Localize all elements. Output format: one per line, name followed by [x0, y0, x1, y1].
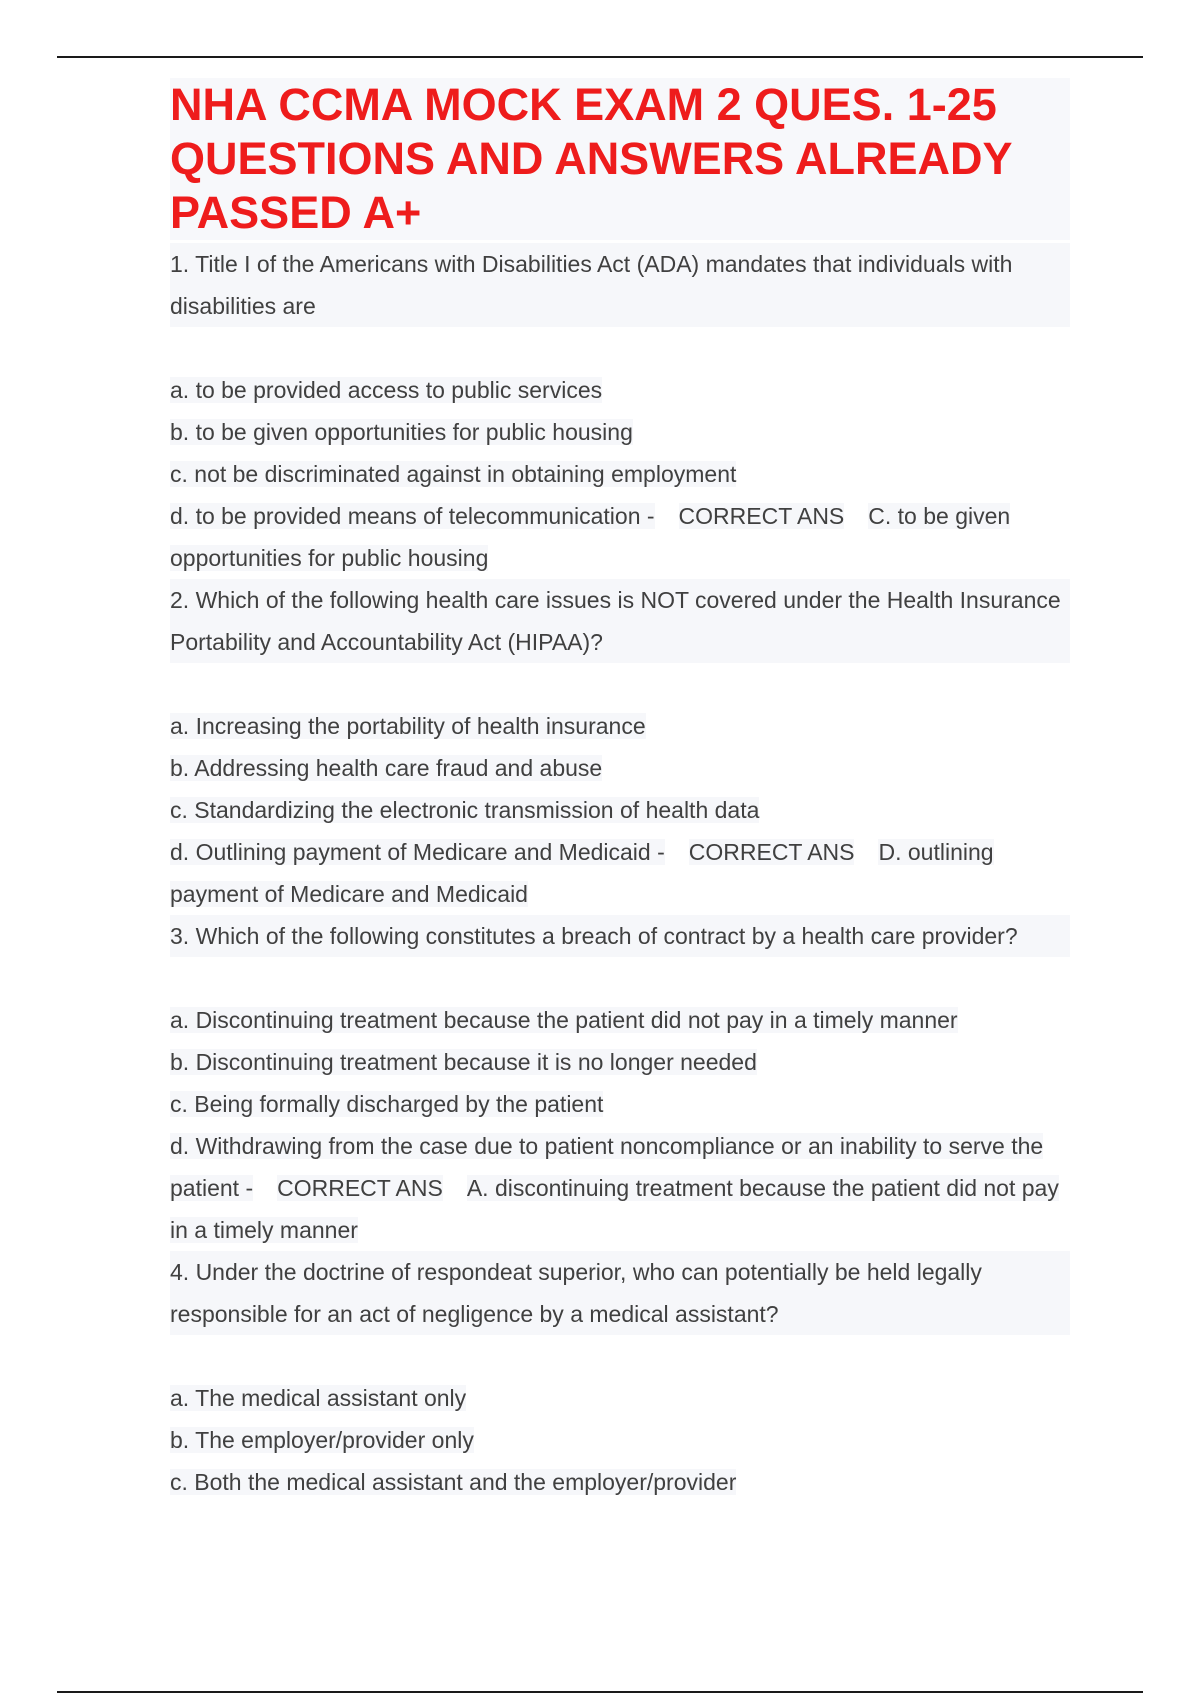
question-4	[170, 1251, 1070, 1503]
answer-option: b. Discontinuing treatment because it is no longer needed	[170, 1049, 757, 1075]
question-stem: 4. Under the doctrine of respondeat superior, who can potentially be held legally responsible for an act of negligence by a medical assistant?	[170, 1251, 1070, 1335]
answer-option: a. The medical assistant only	[170, 1385, 467, 1411]
question-2	[170, 579, 1070, 915]
spacer	[170, 663, 1070, 705]
question-1	[170, 243, 1070, 579]
spacer	[170, 1335, 1070, 1377]
correct-answer-label: CORRECT ANS	[277, 1175, 443, 1201]
correct-answer: C. to be given opportunities for public housing	[170, 503, 1011, 571]
answer-option: c. Both the medical assistant and the employer/provider	[170, 1469, 737, 1495]
correct-answer: D. outlining payment of Medicare and Medicaid	[170, 839, 994, 907]
document-title: NHA CCMA MOCK EXAM 2 QUES. 1-25 QUESTIONS AND ANSWERS ALREADY PASSED A+	[170, 78, 1070, 240]
answer-option: b. Addressing health care fraud and abuse	[170, 755, 603, 781]
question-stem: 3. Which of the following constitutes a breach of contract by a health care provider?	[170, 915, 1070, 957]
answer-option-with-answer: d. Outlining payment of Medicare and Medicaid - CORRECT ANS D. outlining payment of Medicare and Medicaid	[170, 839, 994, 907]
answer-option-with-answer: d. Withdrawing from the case due to patient noncompliance or an inability to serve the patient - CORRECT ANS A. discontinuing treatment because the patient did not pay in a timely manner	[170, 1133, 1059, 1243]
bottom-rule	[57, 1691, 1143, 1693]
question-3	[170, 915, 1070, 1251]
question-stem: 2. Which of the following health care issues is NOT covered under the Health Insurance Portability and Accountability Act (HIPAA)?	[170, 579, 1070, 663]
top-rule	[57, 56, 1143, 58]
answer-option: a. to be provided access to public services	[170, 377, 603, 403]
answer-option: b. The employer/provider only	[170, 1427, 474, 1453]
answer-option: c. Standardizing the electronic transmission of health data	[170, 797, 760, 823]
answer-option-with-answer: d. to be provided means of telecommunication - CORRECT ANS C. to be given opportunities for public housing	[170, 503, 1011, 571]
correct-answer: A. discontinuing treatment because the patient did not pay in a timely manner	[170, 1175, 1059, 1243]
correct-answer-label: CORRECT ANS	[688, 839, 855, 865]
answer-option: c. Being formally discharged by the patient	[170, 1091, 604, 1117]
answer-option: b. to be given opportunities for public housing	[170, 419, 633, 445]
spacer	[170, 327, 1070, 369]
answer-option: a. Increasing the portability of health insurance	[170, 713, 646, 739]
answer-option: c. not be discriminated against in obtaining employment	[170, 461, 737, 487]
correct-answer-label: CORRECT ANS	[678, 503, 845, 529]
document-body	[170, 78, 1070, 1503]
spacer	[170, 957, 1070, 999]
answer-option: a. Discontinuing treatment because the patient did not pay in a timely manner	[170, 1007, 958, 1033]
question-stem: 1. Title I of the Americans with Disabilities Act (ADA) mandates that individuals with disabilities are	[170, 243, 1070, 327]
